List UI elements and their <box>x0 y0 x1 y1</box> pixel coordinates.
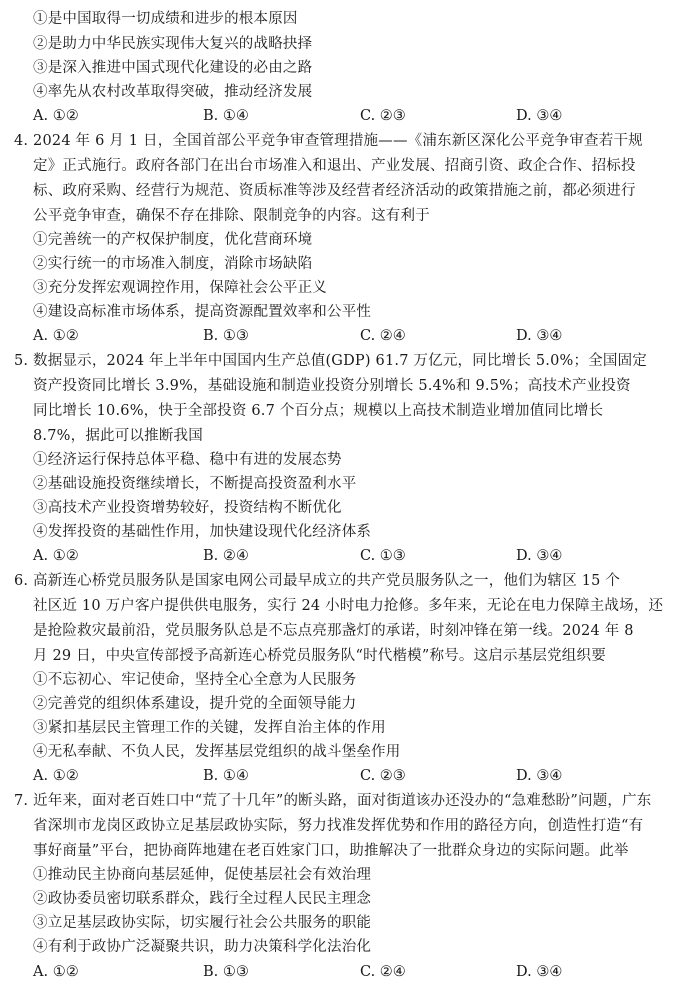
q4-option-a: A. ①② <box>33 328 79 344</box>
q6-item-1: ①不忘初心、牢记使命，坚持全心全意为人民服务 <box>33 672 357 688</box>
q6-item-2: ②完善党的组织体系建设，提升党的全面领导能力 <box>33 696 357 712</box>
q4-item-4: ④建设高标准市场体系，提高资源配置效率和公平性 <box>33 304 372 320</box>
q3-option-d: D. ③④ <box>516 108 563 124</box>
q3-item-3: ③是深入推进中国式现代化建设的必由之路 <box>33 60 313 76</box>
q6-option-b: B. ①④ <box>203 768 249 784</box>
q4-stem-line-3: 标、政府采购、经营行为规范、资质标准等涉及经营者经济活动的政策措施之前，都必须进行 <box>33 183 636 199</box>
q4-item-2: ②实行统一的市场准入制度，消除市场缺陷 <box>33 256 313 272</box>
q7-item-2: ②政协委员密切联系群众，践行全过程人民民主理念 <box>33 891 372 907</box>
q5-stem-line-1: 5. 数据显示，2024 年上半年中国国内生产总值(GDP) 61.7 万亿元，同比增长 5.0%；全国固定 <box>14 353 647 369</box>
q7-item-4: ④有利于政协广泛凝聚共识，助力决策科学化法治化 <box>33 939 372 955</box>
q5-item-1: ①经济运行保持总体平稳、稳中有进的发展态势 <box>33 452 342 468</box>
q5-option-b: B. ②④ <box>203 548 249 564</box>
q6-item-3: ③紧扣基层民主管理工作的关键，发挥自治主体的作用 <box>33 720 386 736</box>
q6-item-4: ④无私奉献、不负人民，发挥基层党组织的战斗堡垒作用 <box>33 744 401 760</box>
q3-item-2: ②是助力中华民族实现伟大复兴的战略抉择 <box>33 36 313 52</box>
q3-option-c: C. ②③ <box>360 108 406 124</box>
q4-option-c: C. ②④ <box>360 328 406 344</box>
q6-stem-line-4: 月 29 日，中央宣传部授予高新连心桥党员服务队“时代楷模”称号。这启示基层党组织要 <box>33 648 606 664</box>
q7-option-b: B. ①③ <box>203 964 249 980</box>
q4-option-d: D. ③④ <box>516 328 563 344</box>
q5-option-c: C. ①③ <box>360 548 406 564</box>
q5-options <box>0 545 692 567</box>
q6-stem-line-3: 是抢险救灾最前沿，党员服务队总是不忘点亮那盏灯的承诺，时刻冲锋在第一线。2024 年 8 <box>33 623 634 639</box>
q7-options <box>0 961 692 983</box>
q4-options <box>0 325 692 347</box>
q3-item-4: ④率先从农村改革取得突破，推动经济发展 <box>33 84 313 100</box>
q5-option-a: A. ①② <box>33 548 79 564</box>
q4-stem-line-2: 定》正式施行。政府各部门在出台市场准入和退出、产业发展、招商引资、政企合作、招标投 <box>33 158 636 174</box>
q3-options <box>0 105 692 127</box>
q7-option-d: D. ③④ <box>516 964 563 980</box>
q4-item-1: ①完善统一的产权保护制度，优化营商环境 <box>33 232 313 248</box>
q6-stem-line-1: 6. 高新连心桥党员服务队是国家电网公司最早成立的共产党员服务队之一，他们为辖区 15 个 <box>14 573 621 589</box>
q5-option-d: D. ③④ <box>516 548 563 564</box>
q7-option-a: A. ①② <box>33 964 79 980</box>
q6-option-c: C. ②③ <box>360 768 406 784</box>
q7-stem-line-2: 省深圳市龙岗区政协立足基层政协实际，努力找准发挥优势和作用的路径方向，创造性打造“有 <box>33 818 644 834</box>
q4-option-b: B. ①③ <box>203 328 249 344</box>
q5-stem-line-2: 资产投资同比增长 3.9%，基础设施和制造业投资分别增长 5.4%和 9.5%；高技术产业投资 <box>33 378 631 394</box>
q4-stem-line-1: 4. 2024 年 6 月 1 日，全国首部公平竞争审查管理措施——《浦东新区深化公平竞争审查若干规 <box>14 133 643 149</box>
q4-item-3: ③充分发挥宏观调控作用，保障社会公平正义 <box>33 280 327 296</box>
q3-item-1: ①是中国取得一切成绩和进步的根本原因 <box>33 11 298 27</box>
q7-stem-line-3: 事好商量”平台，把协商阵地建在老百姓家门口，助推解决了一批群众身边的实际问题。此举 <box>33 843 629 859</box>
q5-stem-line-4: 8.7%，据此可以推断我国 <box>33 428 203 444</box>
q6-stem-line-2: 社区近 10 万户客户提供供电服务，实行 24 小时电力抢修。多年来，无论在电力保障主战场，还 <box>33 598 664 614</box>
q5-item-4: ④发挥投资的基础性作用，加快建设现代化经济体系 <box>33 524 372 540</box>
q4-stem-line-4: 公平竞争审查，确保不存在排除、限制竞争的内容。这有利于 <box>33 208 430 224</box>
q6-option-d: D. ③④ <box>516 768 563 784</box>
q6-option-a: A. ①② <box>33 768 79 784</box>
q7-item-3: ③立足基层政协实际，切实履行社会公共服务的职能 <box>33 915 372 931</box>
q6-options <box>0 765 692 787</box>
q5-item-3: ③高技术产业投资增势较好，投资结构不断优化 <box>33 500 342 516</box>
q7-item-1: ①推动民主协商向基层延伸，促使基层社会有效治理 <box>33 867 372 883</box>
q7-option-c: C. ②④ <box>360 964 406 980</box>
q3-option-a: A. ①② <box>33 108 79 124</box>
q7-stem-line-1: 7. 近年来，面对老百姓口中“荒了十几年”的断头路，面对街道该办还没办的“急难愁盼”问题，广东 <box>14 793 652 809</box>
q3-option-b: B. ①④ <box>203 108 249 124</box>
q5-stem-line-3: 同比增长 10.6%，快于全部投资 6.7 个百分点；规模以上高技术制造业增加值同比增长 <box>33 403 604 419</box>
q5-item-2: ②基础设施投资继续增长，不断提高投资盈利水平 <box>33 476 357 492</box>
